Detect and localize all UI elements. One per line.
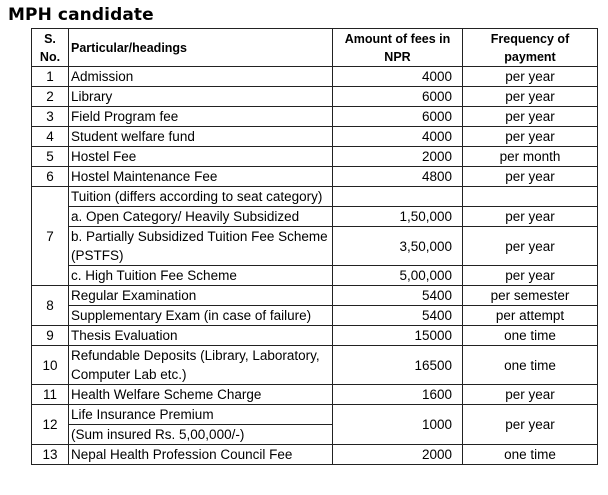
row-particular: Refundable Deposits (Library, Laboratory, Computer Lab etc.) xyxy=(69,346,333,385)
row-number: 5 xyxy=(32,147,69,167)
row-frequency: per month xyxy=(463,147,598,167)
row-particular: (Sum insured Rs. 5,00,000/-) xyxy=(69,425,333,445)
row-frequency: one time xyxy=(463,326,598,346)
row-amount: 15000 xyxy=(333,326,463,346)
row-frequency: per year xyxy=(463,167,598,187)
row-number: 3 xyxy=(32,107,69,127)
row-frequency: per year xyxy=(463,266,598,286)
row-amount: 2000 xyxy=(333,445,463,465)
row-frequency: per year xyxy=(463,405,598,445)
row-frequency: per year xyxy=(463,385,598,405)
table-row xyxy=(32,266,598,286)
row-number: 11 xyxy=(32,385,69,405)
table-row xyxy=(32,67,598,87)
header-amount: Amount of fees in NPR xyxy=(333,29,463,67)
row-number: 8 xyxy=(32,286,69,326)
row-particular: Student welfare fund xyxy=(69,127,333,147)
row-frequency: one time xyxy=(463,445,598,465)
row-frequency: per year xyxy=(463,107,598,127)
row-number: 9 xyxy=(32,326,69,346)
row-particular: c. High Tuition Fee Scheme xyxy=(69,266,333,286)
row-amount: 5400 xyxy=(333,286,463,306)
row-number: 13 xyxy=(32,445,69,465)
table-row xyxy=(32,405,598,425)
row-amount: 5400 xyxy=(333,306,463,326)
row-amount: 5,00,000 xyxy=(333,266,463,286)
row-particular: Regular Examination xyxy=(69,286,333,306)
table-row xyxy=(32,147,598,167)
table-row xyxy=(32,306,598,326)
header-particular: Particular/headings xyxy=(69,29,333,67)
row-number: 2 xyxy=(32,87,69,107)
row-particular: b. Partially Subsidized Tuition Fee Scheme (PSTFS) xyxy=(69,227,333,266)
row-amount: 4000 xyxy=(333,67,463,87)
row-frequency: per attempt xyxy=(463,306,598,326)
row-amount: 1000 xyxy=(333,405,463,445)
row-number: 10 xyxy=(32,346,69,385)
row-frequency: per year xyxy=(463,207,598,227)
fees-table xyxy=(31,28,598,465)
row-amount: 1600 xyxy=(333,385,463,405)
row-particular: Admission xyxy=(69,67,333,87)
page-title: MPH candidate xyxy=(8,5,154,25)
row-frequency: one time xyxy=(463,346,598,385)
row-particular: Hostel Maintenance Fee xyxy=(69,167,333,187)
row-particular: Health Welfare Scheme Charge xyxy=(69,385,333,405)
row-particular: Supplementary Exam (in case of failure) xyxy=(69,306,333,326)
row-number: 1 xyxy=(32,67,69,87)
row-amount: 4000 xyxy=(333,127,463,147)
table-row xyxy=(32,127,598,147)
row-number: 12 xyxy=(32,405,69,445)
row-amount: 2000 xyxy=(333,147,463,167)
table-row xyxy=(32,445,598,465)
row-frequency: per year xyxy=(463,227,598,266)
row-amount: 3,50,000 xyxy=(333,227,463,266)
row-particular: Thesis Evaluation xyxy=(69,326,333,346)
table-row xyxy=(32,346,598,385)
table-row xyxy=(32,167,598,187)
table-row xyxy=(32,326,598,346)
row-amount: 16500 xyxy=(333,346,463,385)
row-particular: a. Open Category/ Heavily Subsidized xyxy=(69,207,333,227)
row-number: 7 xyxy=(32,187,69,286)
row-amount: 4800 xyxy=(333,167,463,187)
header-sno: S. No. xyxy=(32,29,69,67)
table-row xyxy=(32,227,598,266)
row-particular: Hostel Fee xyxy=(69,147,333,167)
table-header-row xyxy=(32,29,598,67)
row-amount: 6000 xyxy=(333,107,463,127)
row-frequency: per semester xyxy=(463,286,598,306)
table-row xyxy=(32,286,598,306)
row-particular: Life Insurance Premium xyxy=(69,405,333,425)
table-row xyxy=(32,385,598,405)
row-amount: 6000 xyxy=(333,87,463,107)
row-frequency xyxy=(463,187,598,207)
table-row xyxy=(32,107,598,127)
row-amount xyxy=(333,187,463,207)
row-particular: Nepal Health Profession Council Fee xyxy=(69,445,333,465)
row-frequency: per year xyxy=(463,67,598,87)
row-particular: Tuition (differs according to seat category) xyxy=(69,187,333,207)
row-particular: Library xyxy=(69,87,333,107)
table-row xyxy=(32,207,598,227)
header-frequency: Frequency of payment xyxy=(463,29,598,67)
table-row xyxy=(32,87,598,107)
row-frequency: per year xyxy=(463,127,598,147)
row-frequency: per year xyxy=(463,87,598,107)
row-number: 4 xyxy=(32,127,69,147)
row-particular: Field Program fee xyxy=(69,107,333,127)
table-row xyxy=(32,187,598,207)
row-amount: 1,50,000 xyxy=(333,207,463,227)
row-number: 6 xyxy=(32,167,69,187)
